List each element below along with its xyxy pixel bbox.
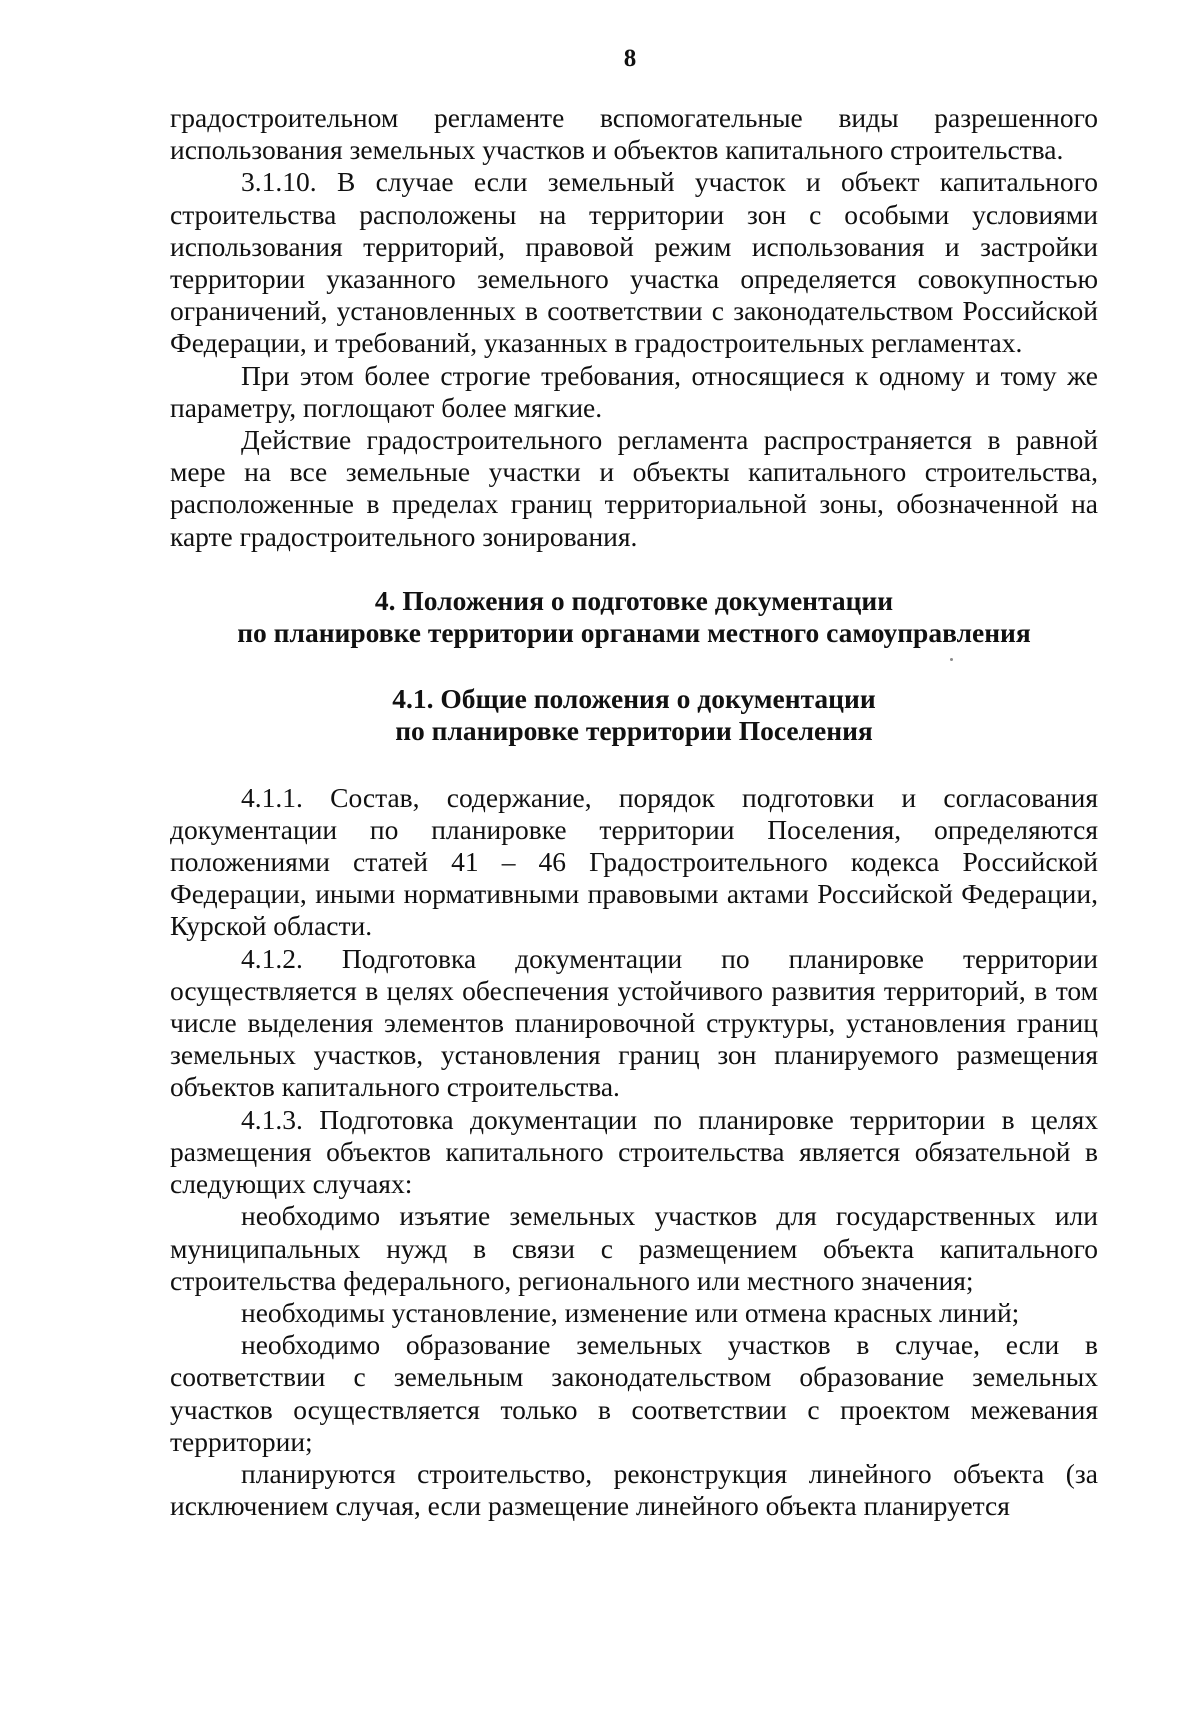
paragraph-4-1-1: 4.1.1. Состав, содержание, порядок подготовки и согласования документации по планировке территории Поселения, определяются положениями статей 41 – 46 Градостроительного кодекса Российской Федерации, иными нормативными правовыми актами Российской Федерации, Курской области. <box>170 781 1098 942</box>
list-item-case-land-formation: необходимо образование земельных участков в случае, если в соответствии с земельным законодательством образование земельных участков осуществляется только в соответствии с проектом межевания территории; <box>170 1329 1098 1457</box>
spacer <box>170 649 1098 683</box>
page-number: 8 <box>623 45 637 72</box>
section-4-1-title-line-2: по планировке территории Поселения <box>395 715 873 747</box>
list-item-case-red-lines: необходимы установление, изменение или отмена красных линий; <box>241 1296 1020 1328</box>
paragraph-stricter-requirements: При этом более строгие требования, относящиеся к одному и тому же параметру, поглощают более мягкие. <box>170 359 1098 423</box>
paragraph-4-1-3: 4.1.3. Подготовка документации по планировке территории в целях размещения объектов капитального строительства является обязательной в следующих случаях: <box>170 1103 1098 1200</box>
paragraph-regulation-effect: Действие градостроительного регламента распространяется в равной мере на все земельные участки и объекты капитального строительства, расположенные в пределах границ территориальной зоны, обозначенной на карте градостроительного зонирования. <box>170 424 1098 552</box>
paragraph-4-1-2: 4.1.2. Подготовка документации по планировке территории осуществляется в целях обеспечения устойчивого развития территорий, в том числе выделения элементов планировочной структуры, установления границ земельных участков, установления границ зон планируемого размещения объектов капитального строительства. <box>170 942 1098 1103</box>
paragraph-3-1-10: 3.1.10. В случае если земельный участок и объект капитального строительства расположены на территории зон с особыми условиями использования территорий, правовой режим использования и застройки территории указанного земельного участка определяется совокупностью ограничений, установленных в соответствии с законодательством Российской Федерации, и требований, указанных в градостроительных регламентах. <box>170 166 1098 359</box>
document-body <box>170 102 1098 1522</box>
scan-speck <box>950 658 953 661</box>
section-4-1-title-line-1: 4.1. Общие положения о документации <box>392 683 876 715</box>
section-4-1-heading <box>170 683 1098 747</box>
section-4-heading <box>170 585 1098 649</box>
section-4-title-line-1: 4. Положения о подготовке документации <box>374 584 894 616</box>
section-4-title-line-2: по планировке территории органами местного самоуправления <box>237 617 1031 649</box>
paragraph-continuation: градостроительном регламенте вспомогательные виды разрешенного использования земельных участков и объектов капитального строительства. <box>170 102 1098 166</box>
spacer <box>170 748 1098 782</box>
list-item-case-linear-object: планируются строительство, реконструкция линейного объекта (за исключением случая, если размещение линейного объекта планируется <box>170 1457 1098 1522</box>
list-item-case-withdrawal: необходимо изъятие земельных участков для государственных или муниципальных нужд в связи с размещением объекта капитального строительства федерального, регионального или местного значения; <box>170 1200 1098 1296</box>
spacer <box>170 553 1098 585</box>
